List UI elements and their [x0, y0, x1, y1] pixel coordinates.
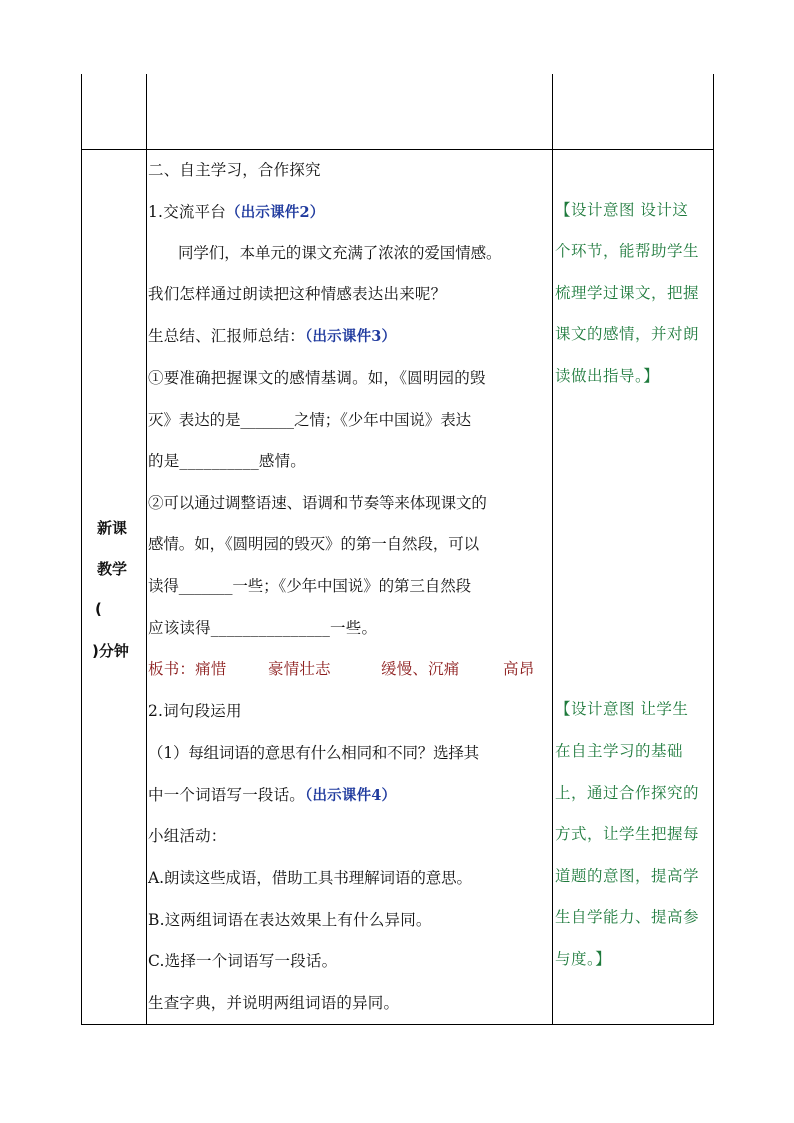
- group-activity-label: 小组活动：: [148, 827, 227, 845]
- item1-title: 1.交流平台: [148, 203, 226, 221]
- table-border-col1: [146, 74, 147, 1025]
- section-heading: 二、自主学习，合作探究: [148, 161, 321, 179]
- point2-line3: 读得_______一些；《少年中国说》的第三自然段: [148, 577, 472, 595]
- design-note2-line: 【设计意图 让学生: [555, 700, 689, 718]
- question1-line1: （1）每组词语的意思有什么相同和不同？选择其: [148, 744, 479, 762]
- design-note2-line: 在自主学习的基础: [555, 742, 684, 760]
- question1-text: 中一个词语写一段话。: [148, 786, 306, 804]
- point1-line1: ①要准确把握课文的感情基调。如，《圆明园的毁: [148, 369, 486, 387]
- design-note2-line: 与度。】: [555, 950, 612, 968]
- summary-line: [148, 326, 396, 347]
- summary-courseware-ref: （出示课件3）: [305, 328, 397, 345]
- activity-a: A.朗读这些成语，借助工具书理解词语的意思。: [148, 869, 472, 887]
- point1-line2: 灭》表达的是_______之情；《少年中国说》表达: [148, 411, 472, 429]
- point2-line2: 感情。如，《圆明园的毁灭》的第一自然段，可以: [148, 535, 480, 553]
- question1-line2: [148, 785, 396, 806]
- section-label-line3: (: [95, 600, 102, 618]
- blackboard-item: 豪情壮志: [268, 660, 331, 678]
- point2-line1: ②可以通过调整语速、语调和节奏等来体现课文的: [148, 494, 487, 512]
- blackboard-item: 高昂: [503, 660, 535, 678]
- section-label-line2: 教学: [97, 560, 128, 578]
- table-border-col2: [552, 74, 553, 1025]
- section-label-line4: )分钟: [92, 642, 129, 660]
- blackboard-item: 痛惜: [195, 660, 227, 678]
- design-note2-line: 道题的意图，提高学: [555, 867, 700, 885]
- design-note1-line: 读做出指导。】: [555, 367, 660, 385]
- item1-line: [148, 202, 325, 223]
- para1-line2: 我们怎样通过朗读把这种情感表达出来呢？: [148, 285, 447, 303]
- blackboard-item: 缓慢、沉痛: [381, 660, 460, 678]
- design-note2-line: 生自学能力、提高参: [555, 908, 700, 926]
- question1-courseware-ref: （出示课件4）: [305, 787, 397, 804]
- activity-c: C.选择一个词语写一段话。: [148, 952, 338, 970]
- activity-b: B.这两组词语在表达效果上有什么异同。: [148, 911, 432, 929]
- design-note1-line: 【设计意图 设计这: [555, 201, 689, 219]
- para1-line1: 同学们，本单元的课文充满了浓浓的爱国情感。: [178, 244, 502, 262]
- design-note1-line: 梳理学过课文，把握: [555, 284, 700, 302]
- section-label-line1: 新课: [97, 519, 128, 537]
- summary-text: 生总结、汇报师总结：: [148, 327, 306, 345]
- design-note2-line: 方式，让学生把握每: [555, 825, 700, 843]
- design-note1-line: 个环节，能帮助学生: [555, 242, 700, 260]
- point1-line3: 的是__________感情。: [148, 452, 307, 470]
- point2-line4: 应该读得_______________一些。: [148, 619, 378, 637]
- table-border-right: [713, 74, 714, 1025]
- design-note1-line: 课文的感情，并对朗: [555, 325, 700, 343]
- table-row-divider: [81, 149, 714, 150]
- item2-title: 2.词句段运用: [148, 702, 242, 720]
- table-border-bottom: [81, 1024, 714, 1025]
- design-note2-line: 上，通过合作探究的: [555, 784, 700, 802]
- blackboard-line: [148, 659, 227, 679]
- item1-courseware-ref: （出示课件2）: [226, 204, 325, 221]
- table-border-left: [81, 74, 82, 1025]
- closing-line: 生查字典，并说明两组词语的异同。: [148, 994, 400, 1012]
- blackboard-label: 板书：: [148, 660, 196, 678]
